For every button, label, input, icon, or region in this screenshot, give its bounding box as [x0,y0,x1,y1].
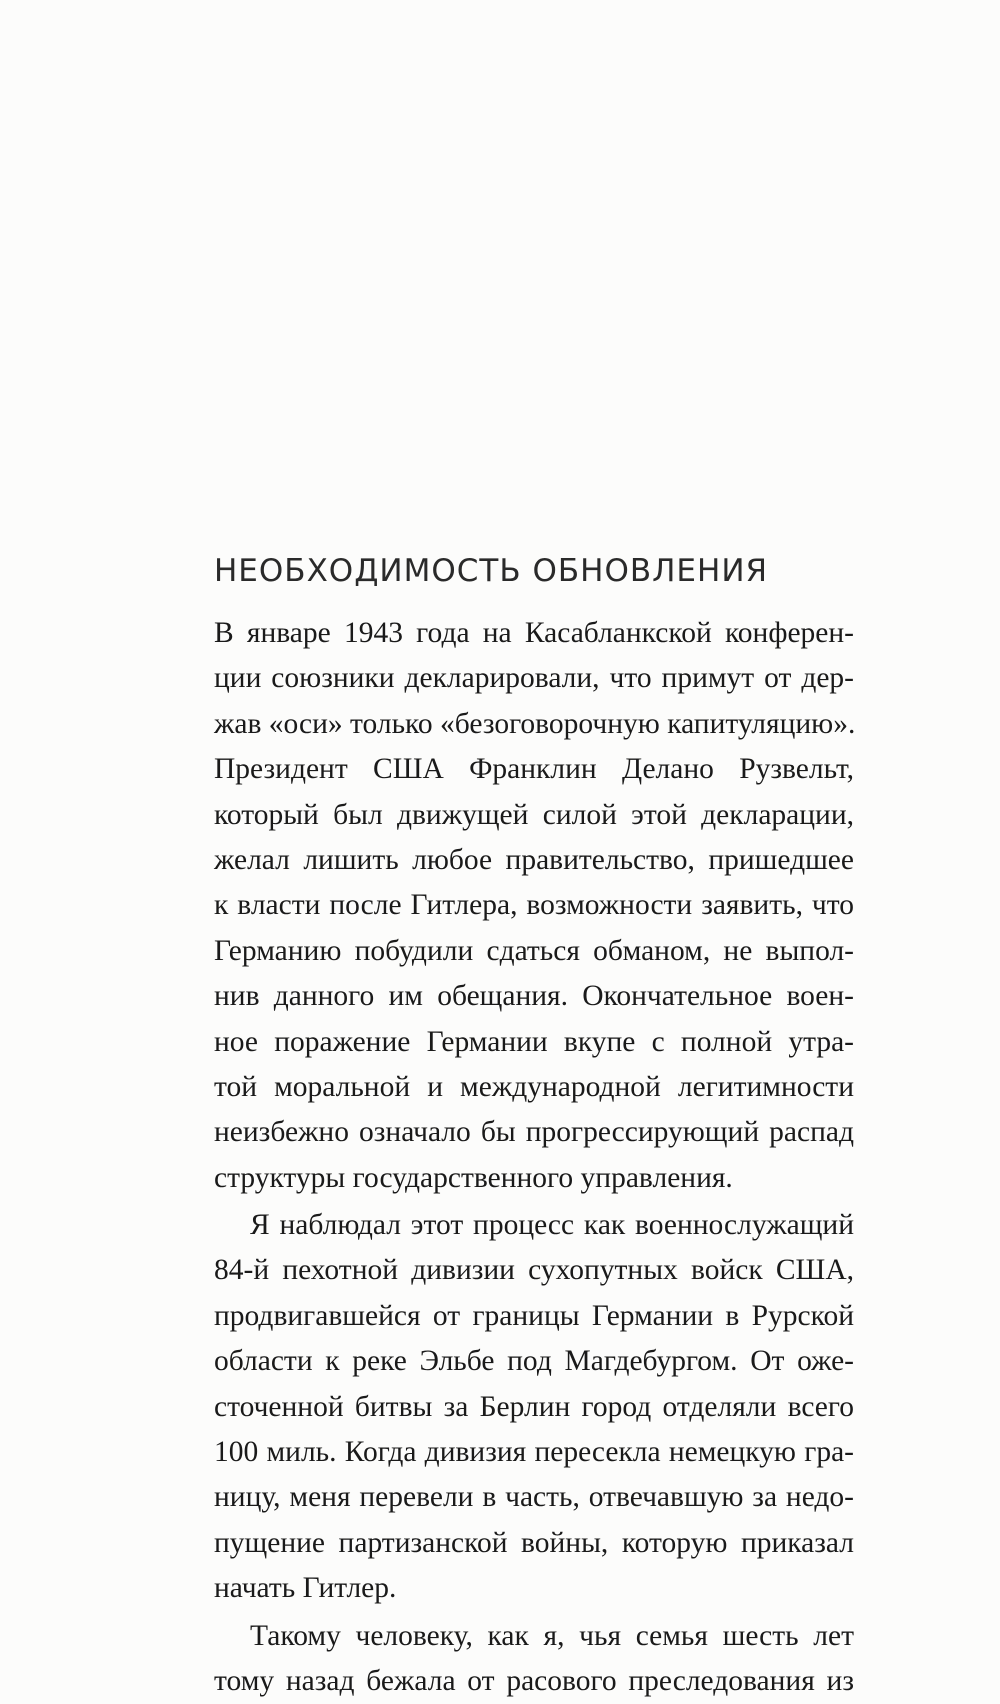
text-line: ное поражение Германии вкупе с полной утра- [214,1025,854,1058]
paragraph-2 [214,1203,854,1612]
text-line: начать Гитлер. [214,1572,397,1605]
text-line: который был движущей силой этой декларации, [214,798,854,831]
text-line: к власти после Гитлера, возможности заявить, что [214,889,854,922]
text-line: сточенной битвы за Берлин город отделяли всего [214,1390,854,1423]
text-line: 84-й пехотной дивизии сухопутных войск США, [214,1254,854,1287]
body-text [214,611,854,1704]
text-line: той моральной и международной легитимности [214,1070,854,1103]
text-line: ницу, меня перевели в часть, отвечавшую за недо- [214,1481,854,1514]
text-line: 100 миль. Когда дивизия пересекла немецкую гра- [214,1436,854,1469]
paragraph-1 [214,611,854,1201]
text-line: Германию побудили сдаться обманом, не выпол- [214,934,854,967]
paragraph-3 [214,1614,854,1704]
text-line: области к реке Эльбе под Магдебургом. От оже- [214,1345,854,1378]
text-line: Президент США Франклин Делано Рузвельт, [214,753,854,786]
text-line: нив данного им обещания. Окончательное воен- [214,980,854,1013]
text-line: пущение партизанской войны, которую приказал [214,1526,854,1559]
text-line: структуры государственного управления. [214,1161,733,1194]
text-line: Я наблюдал этот процесс как военнослужащий [250,1209,854,1242]
text-line: тому назад бежала от расового преследования из [214,1664,854,1697]
text-line: жав «оси» только «безоговорочную капитуляцию». [214,707,856,740]
text-line: продвигавшейся от границы Германии в Рурской [214,1299,854,1332]
text-line: В январе 1943 года на Касабланкской конферен- [214,617,854,649]
text-line: неизбежно означало бы прогрессирующий распад [214,1116,854,1149]
text-line: желал лишить любое правительство, пришедшее [214,843,854,876]
section-title: НЕОБХОДИМОСТЬ ОБНОВЛЕНИЯ [214,553,769,589]
text-line: Такому человеку, как я, чья семья шесть лет [250,1619,854,1652]
text-line: ции союзники декларировали, что примут от дер- [214,662,854,695]
